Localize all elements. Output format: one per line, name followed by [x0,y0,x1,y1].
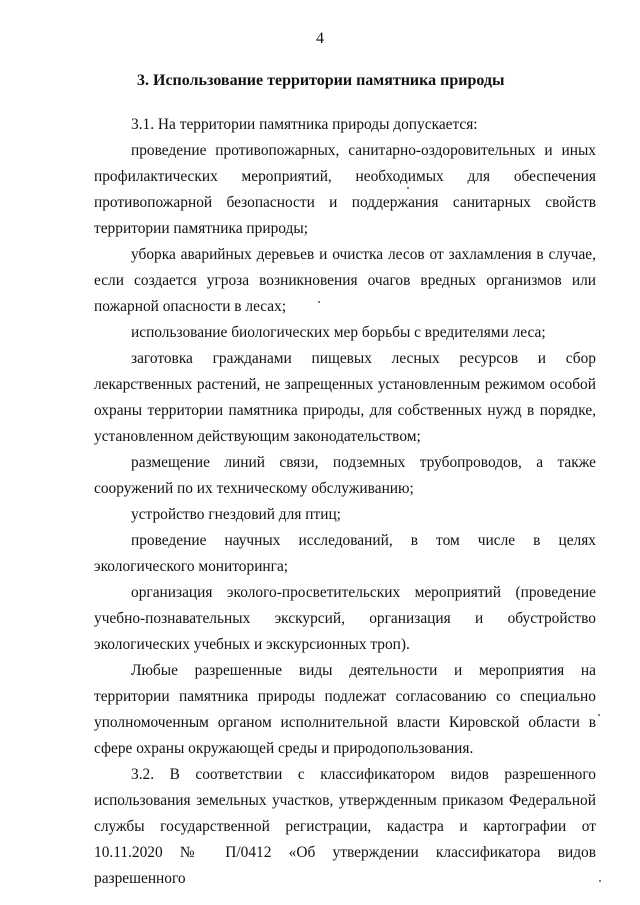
list-item-forest-resources: заготовка гражданами пищевых лесных ресурсов и сбор лекарственных растений, не запрещенных установленным режимом особой охраны территории памятника природы, для собственных нужд в порядке, установленном действующим законодательством; [94,350,596,445]
list-item-communication-lines: размещение линий связи, подземных трубопроводов, а также сооружений по их техническому обслуживанию; [94,454,596,497]
list-item-tree-cleanup: уборка аварийных деревьев и очистка лесов от захламления в случае, если создается угроза возникновения очагов вредных организмов или пожарной опасности в лесах; [94,246,596,315]
section-heading: 3. Использование территории памятника природы [137,72,505,89]
paragraph-3-1-intro: 3.1. На территории памятника природы допускается: [131,116,478,133]
list-item-bird-nests: устройство гнездовий для птиц; [131,506,341,523]
page-number: 4 [316,30,324,47]
scan-speck [407,187,409,189]
paragraph-3-2: 3.2. В соответствии с классификатором видов разрешенного использования земельных участков, утвержденным приказом Федеральной службы государственной регистрации, кадастра и картографии от 10.11.2020 № П/0412 «Об утверждении классификатора видов разрешенного [94,766,596,887]
list-item-eco-education: организация эколого-просветительских мероприятий (проведение учебно-познавательных экскурсий, организация и обустройство экологических учебных и экскурсионных троп). [94,584,596,653]
scan-speck [598,714,600,716]
scan-speck [318,301,320,303]
document-body [94,112,596,892]
list-item-scientific-research: проведение научных исследований, в том числе в целях экологического мониторинга; [94,532,596,575]
list-item-biological-measures: использование биологических мер борьбы с вредителями леса; [131,324,546,341]
scan-speck [599,880,601,882]
paragraph-approval: Любые разрешенные виды деятельности и мероприятия на территории памятника природы подлежат согласованию со специально уполномоченным органом исполнительной власти Кировской области в сфере охраны окружающей среды и природопользования. [94,662,596,757]
list-item-fire-safety: проведение противопожарных, санитарно-оздоровительных и иных профилактических мероприятий, необходимых для обеспечения противопожарной безопасности и поддержания санитарных свойств территории памятника природы; [94,142,596,237]
